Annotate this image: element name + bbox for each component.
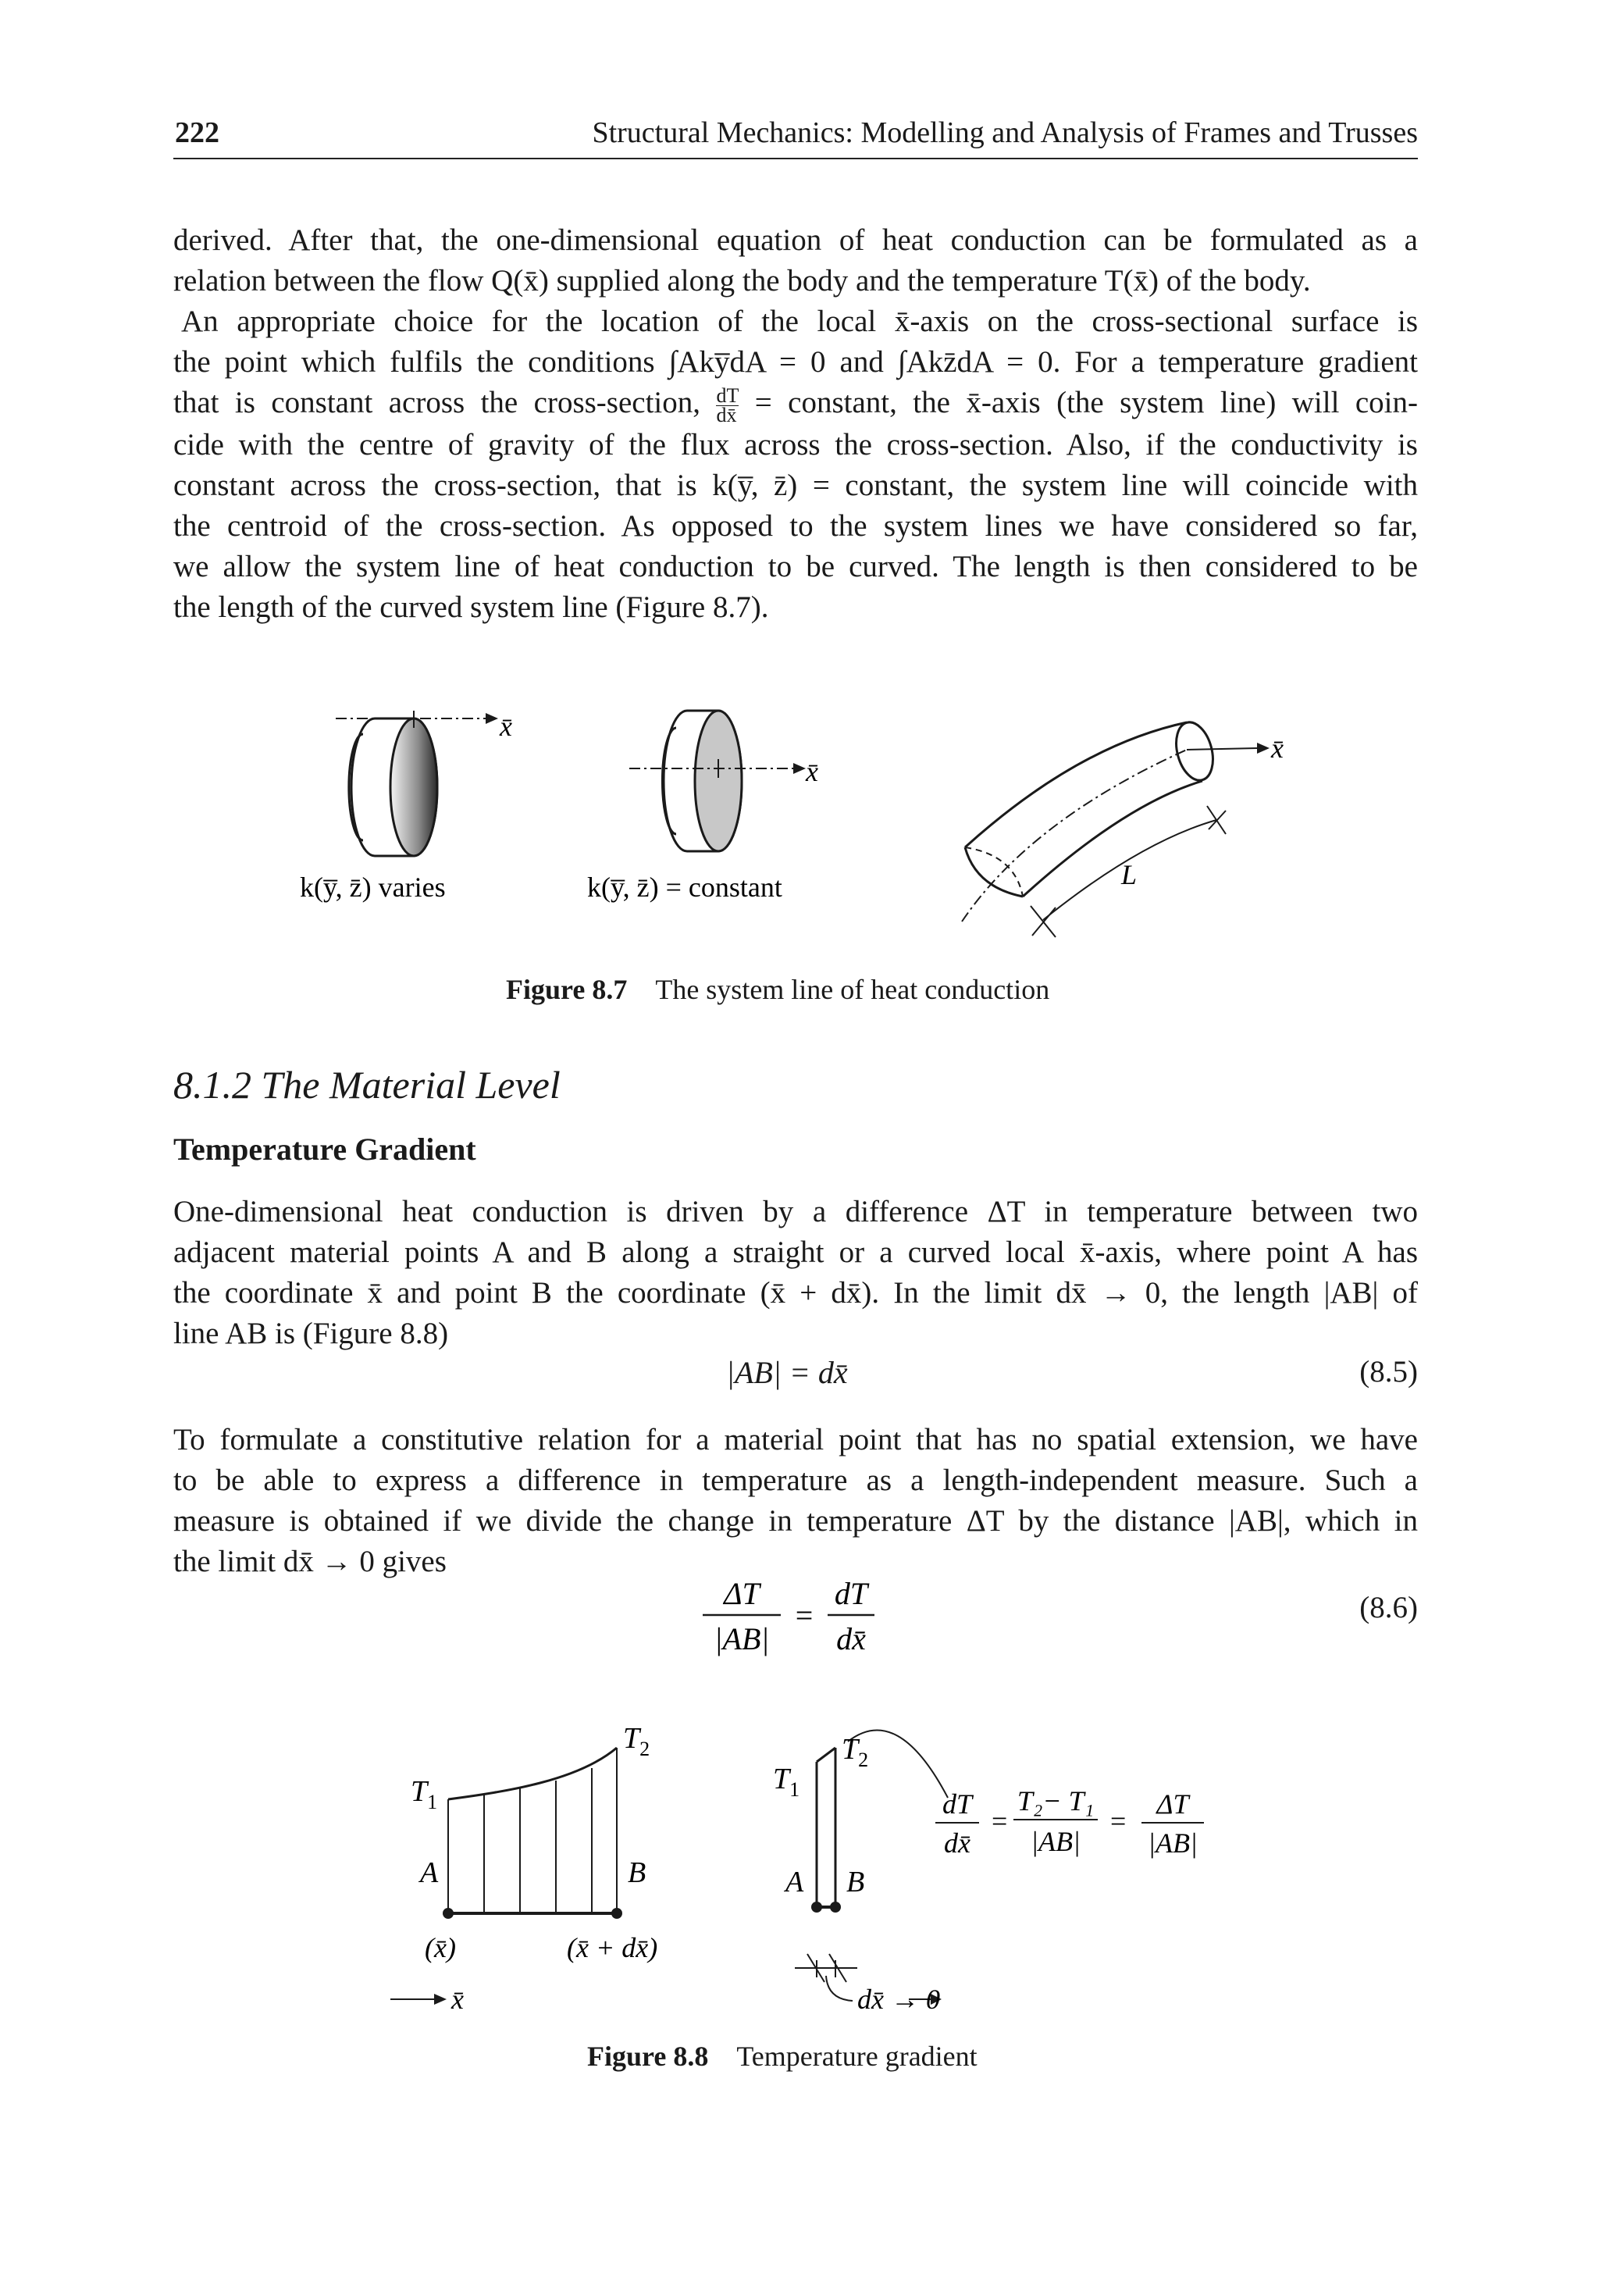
T2-subscript: 2 <box>858 1749 869 1771</box>
text-line: to be able to express a difference in temperature as a length-independent measure. Such a <box>173 1464 1418 1497</box>
label-T1 <box>773 1763 800 1801</box>
paragraph-intro <box>173 220 1418 301</box>
eq-sign: = <box>992 1806 1008 1837</box>
limit-label: dx̄ → 0 <box>857 1984 940 2015</box>
T1-letter: T <box>411 1775 428 1808</box>
text-line: the point which fulfils the conditions ∫Aky̅dA = 0 and ∫Akz̄dA = 0. For a temperature gradient <box>173 345 1418 379</box>
length-label-L: L <box>1121 859 1138 890</box>
text-line: cide with the centre of gravity of the flux across the cross-section. Also, if the conductivity is <box>173 427 1418 462</box>
text-line: the length of the curved system line (Figure 8.7). <box>173 590 769 624</box>
subsection-heading: Temperature Gradient <box>173 1132 476 1167</box>
T1-subscript: 1 <box>789 1778 800 1801</box>
frac2-denominator: |AB| <box>1031 1826 1081 1857</box>
T1-letter: T <box>773 1763 790 1795</box>
label-B: B <box>846 1866 865 1898</box>
label-A: A <box>785 1866 804 1898</box>
frac1-numerator: dT <box>942 1788 973 1820</box>
fraction-numerator: dT <box>716 383 739 407</box>
running-title: Structural Mechanics: Modelling and Analysis of Frames and Trusses <box>592 116 1418 149</box>
eq-lhs-denominator: |AB| <box>714 1621 770 1656</box>
caption-number: Figure 8.8 <box>587 2041 709 2072</box>
label-constant: k(y̅, z̄) = constant <box>587 872 782 903</box>
text-line: To formulate a constitutive relation for a material point that has no spatial extension, we have <box>173 1423 1418 1456</box>
text-fragment: that is constant across the cross-section, <box>173 386 701 419</box>
label-A: A <box>420 1856 439 1889</box>
eq-rhs-denominator: dx̄ <box>836 1621 866 1656</box>
frac3-denominator: |AB| <box>1148 1827 1198 1859</box>
text-line: derived. After that, the one-dimensional equation of heat conduction can be formulated as a <box>173 223 1418 257</box>
text-line: adjacent material points A and B along a straight or a curved local x̄-axis, where point A has <box>173 1235 1418 1269</box>
T1-subscript: 1 <box>427 1791 438 1813</box>
label-B: B <box>628 1856 646 1889</box>
eq-lhs-numerator: ΔT <box>724 1576 760 1611</box>
text-line-with-fraction <box>173 383 1418 425</box>
text-line: measure is obtained if we divide the change in temperature ΔT by the distance |AB|, which in <box>173 1504 1418 1538</box>
caption-number: Figure 8.7 <box>506 974 628 1005</box>
caption-text: Temperature gradient <box>736 2041 978 2072</box>
label-T2 <box>623 1722 650 1760</box>
eq-equals: = <box>795 1598 814 1633</box>
axis-label-x: x̄ <box>500 711 512 742</box>
figure-8-7-caption <box>506 973 1049 1006</box>
equation-8-5: |AB| = dx̄ <box>726 1355 848 1390</box>
eq-sign: = <box>1110 1806 1127 1837</box>
disk-constant <box>629 711 806 851</box>
label-varies: k(y̅, z̄) varies <box>300 872 446 903</box>
text-fragment: = constant, the x̄-axis (the system line) will coin- <box>754 386 1418 419</box>
label-T2 <box>842 1733 868 1771</box>
T2-subscript: 2 <box>639 1738 650 1760</box>
figure-8-7 <box>0 672 1599 1015</box>
text-line: relation between the flow Q(x̄) supplied along the body and the temperature T(x̄) of the body. <box>173 264 1311 298</box>
label-T1 <box>411 1775 437 1813</box>
text-line: the coordinate x̄ and point B the coordinate (x̄ + dx̄). In the limit dx̄ → 0, the length |AB| of <box>173 1276 1418 1310</box>
text-line: line AB is (Figure 8.8) <box>173 1317 449 1350</box>
frac3-numerator: ΔT <box>1156 1788 1189 1820</box>
equation-number: (8.6) <box>1359 1591 1418 1624</box>
equation-8-6 <box>687 1570 890 1663</box>
fraction-dT-dx <box>716 383 739 426</box>
T2-letter: T <box>623 1722 640 1755</box>
gradient-diagram-limit <box>795 1730 948 2005</box>
text-line: One-dimensional heat conduction is driven by a difference ΔT in temperature between two <box>173 1195 1418 1228</box>
text-line: the centroid of the cross-section. As opposed to the system lines we have considered so far, <box>173 508 1418 543</box>
curved-bar <box>962 718 1270 937</box>
axis-label-x: x̄ <box>451 1984 464 2015</box>
paragraph-temperature-gradient <box>173 1192 1418 1354</box>
figure-8-8-caption <box>587 2040 978 2073</box>
text-line: we allow the system line of heat conduction to be curved. The length is then considered to be <box>173 549 1418 583</box>
paragraph-system-line <box>173 301 1418 628</box>
figure-8-8 <box>0 1702 1599 2030</box>
page-number: 222 <box>175 116 219 149</box>
section-heading: 8.1.2 The Material Level <box>173 1063 561 1107</box>
fraction-denominator: dx̄ <box>716 403 737 426</box>
frac2-numerator: T₂− T₁ <box>1017 1785 1095 1816</box>
axis-label-x: x̄ <box>1271 733 1284 764</box>
equation-number: (8.5) <box>1359 1355 1418 1389</box>
eq-rhs-numerator: dT <box>834 1576 868 1611</box>
header-rule <box>173 158 1418 159</box>
text-line: the limit dx̄ → 0 gives <box>173 1545 447 1578</box>
disk-varies <box>336 711 498 856</box>
frac1-denominator: dx̄ <box>944 1827 970 1859</box>
T2-letter: T <box>842 1733 859 1766</box>
paragraph-constitutive <box>173 1420 1418 1582</box>
text-line: constant across the cross-section, that is k(y̅, z̄) = constant, the system line will coincide with <box>173 468 1418 502</box>
coordinate-B: (x̄ + dx̄) <box>567 1932 658 1963</box>
axis-label-x: x̄ <box>806 756 818 787</box>
caption-text: The system line of heat conduction <box>655 974 1050 1005</box>
coordinate-A: (x̄) <box>425 1932 456 1963</box>
text-line: An appropriate choice for the location of the local x̄-axis on the cross-sectional surface is <box>181 305 1418 338</box>
